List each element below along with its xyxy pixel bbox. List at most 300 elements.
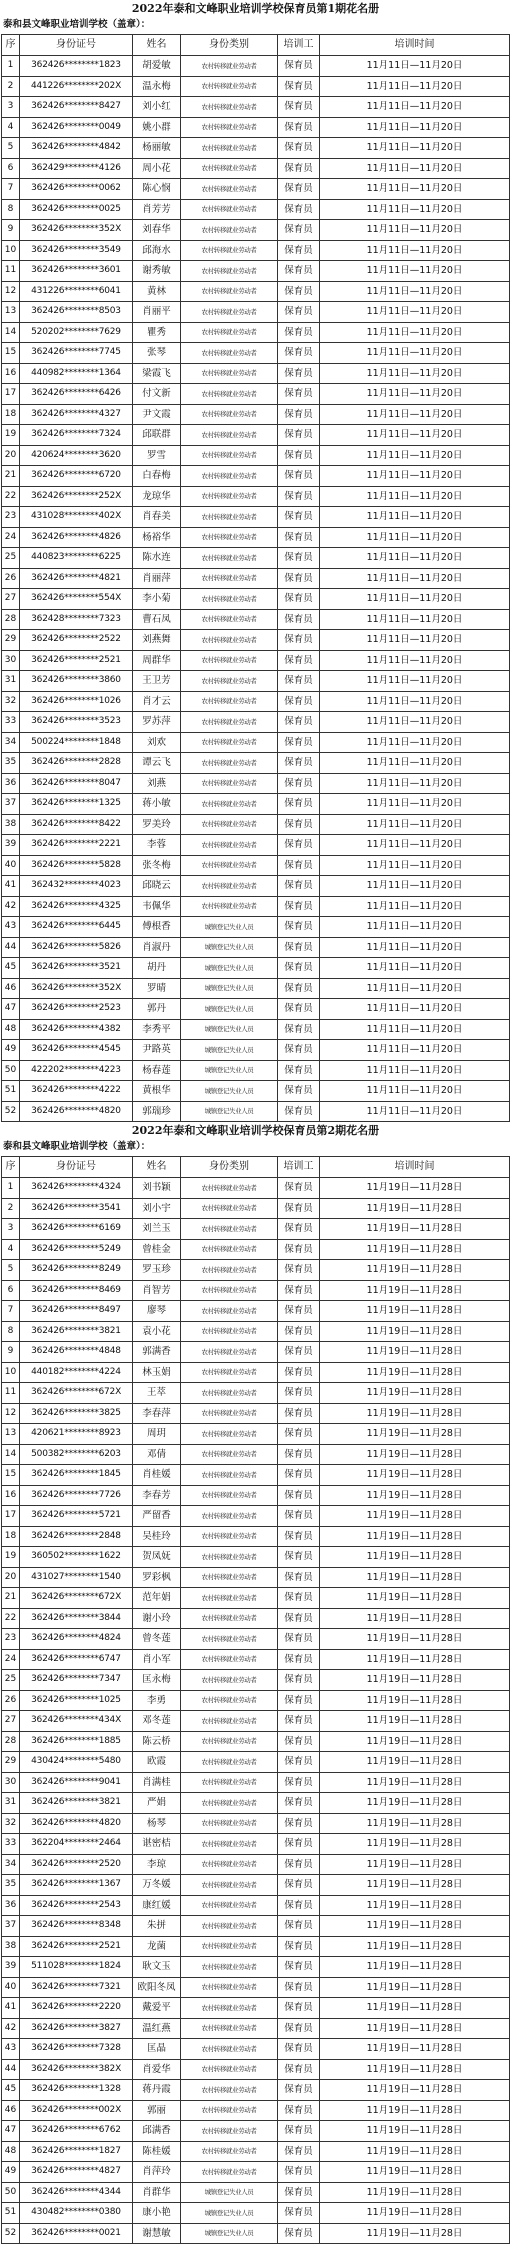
cell-id-number: 362426********1026: [20, 691, 133, 712]
cell-name: 龙菌: [133, 1936, 181, 1957]
cell-training-time: 11月19日—11月28日: [320, 1178, 510, 1199]
cell-id-number: 362426********1845: [20, 1465, 133, 1486]
school-stamp-line-batch-2: 泰和县文峰职业培训学校（盖章）：: [3, 1141, 151, 1152]
cell-name: 邱晓云: [133, 876, 181, 897]
cell-name: 郭丹: [133, 999, 181, 1020]
cell-job: 保育员: [278, 1998, 320, 2019]
table-row: [2, 425, 510, 446]
cell-job: 保育员: [278, 1854, 320, 1875]
cell-id-number: 500224********1848: [20, 732, 133, 753]
cell-category: 农村转移就业劳动者: [181, 158, 278, 179]
cell-seq: 15: [2, 343, 20, 364]
cell-training-time: 11月19日—11月28日: [320, 2080, 510, 2101]
table-row: [2, 2203, 510, 2224]
cell-seq: 38: [2, 814, 20, 835]
cell-category: 农村转移就业劳动者: [181, 466, 278, 487]
cell-training-time: 11月19日—11月28日: [320, 1813, 510, 1834]
cell-seq: 37: [2, 1916, 20, 1937]
cell-category: 农村转移就业劳动者: [181, 2162, 278, 2183]
cell-category: 农村转移就业劳动者: [181, 650, 278, 671]
table-row: [2, 712, 510, 733]
cell-seq: 1: [2, 56, 20, 77]
cell-training-time: 11月11日—11月20日: [320, 630, 510, 651]
cell-name: 邱满香: [133, 2121, 181, 2142]
cell-job: 保育员: [278, 1321, 320, 1342]
cell-training-time: 11月19日—11月28日: [320, 1854, 510, 1875]
table-row: [2, 794, 510, 815]
cell-seq: 25: [2, 548, 20, 569]
cell-training-time: 11月19日—11月28日: [320, 1260, 510, 1281]
cell-name: 肖才云: [133, 691, 181, 712]
cell-seq: 48: [2, 2141, 20, 2162]
cell-id-number: 362426********5249: [20, 1239, 133, 1260]
cell-category: 农村转移就业劳动者: [181, 589, 278, 610]
table-row: [2, 466, 510, 487]
cell-training-time: 11月19日—11月28日: [320, 2223, 510, 2244]
cell-seq: 8: [2, 199, 20, 220]
cell-training-time: 11月19日—11月28日: [320, 1670, 510, 1691]
cell-category: 农村转移就业劳动者: [181, 691, 278, 712]
cell-category: 农村转移就业劳动者: [181, 527, 278, 548]
table-row: [2, 1040, 510, 1061]
cell-category: 农村转移就业劳动者: [181, 1670, 278, 1691]
cell-training-time: 11月19日—11月28日: [320, 1239, 510, 1260]
cell-name: 耿文玉: [133, 1957, 181, 1978]
cell-id-number: 362426********672X: [20, 1588, 133, 1609]
cell-category: 城镇登记失业人员: [181, 917, 278, 938]
table-row: [2, 1772, 510, 1793]
cell-job: 保育员: [278, 322, 320, 343]
cell-name: 刘书颖: [133, 1178, 181, 1199]
cell-id-number: 362426********3827: [20, 2018, 133, 2039]
cell-job: 保育员: [278, 2162, 320, 2183]
cell-id-number: 362426********5828: [20, 855, 133, 876]
cell-seq: 38: [2, 1936, 20, 1957]
table-row: [2, 76, 510, 97]
cell-training-time: 11月19日—11月28日: [320, 1342, 510, 1363]
cell-job: 保育员: [278, 1280, 320, 1301]
cell-job: 保育员: [278, 1608, 320, 1629]
header-job: 培训工: [278, 1157, 320, 1178]
cell-id-number: 500382********6203: [20, 1444, 133, 1465]
cell-name: 罗玉珍: [133, 1260, 181, 1281]
cell-category: 农村转移就业劳动者: [181, 1629, 278, 1650]
cell-training-time: 11月11日—11月20日: [320, 876, 510, 897]
cell-category: 农村转移就业劳动者: [181, 732, 278, 753]
header-id: 身份证号: [20, 1157, 133, 1178]
cell-job: 保育员: [278, 1957, 320, 1978]
cell-category: 农村转移就业劳动者: [181, 281, 278, 302]
cell-name: 刘春华: [133, 220, 181, 241]
cell-id-number: 511028********1824: [20, 1957, 133, 1978]
cell-training-time: 11月11日—11月20日: [320, 343, 510, 364]
cell-job: 保育员: [278, 363, 320, 384]
cell-training-time: 11月11日—11月20日: [320, 671, 510, 692]
cell-job: 保育员: [278, 1731, 320, 1752]
cell-id-number: 362426********6169: [20, 1219, 133, 1240]
cell-name: 贺凤妩: [133, 1547, 181, 1568]
cell-category: 农村转移就业劳动者: [181, 1239, 278, 1260]
cell-seq: 49: [2, 1040, 20, 1061]
cell-training-time: 11月19日—11月28日: [320, 1383, 510, 1404]
cell-category: 农村转移就业劳动者: [181, 1219, 278, 1240]
cell-job: 保育员: [278, 1383, 320, 1404]
cell-seq: 5: [2, 138, 20, 159]
cell-seq: 40: [2, 855, 20, 876]
table-row: [2, 1649, 510, 1670]
cell-id-number: 362426********8469: [20, 1280, 133, 1301]
cell-category: 城镇登记失业人员: [181, 999, 278, 1020]
cell-seq: 2: [2, 1198, 20, 1219]
cell-job: 保育员: [278, 1629, 320, 1650]
cell-category: 农村转移就业劳动者: [181, 363, 278, 384]
cell-name: 蒋丹霞: [133, 2080, 181, 2101]
cell-training-time: 11月11日—11月20日: [320, 896, 510, 917]
cell-category: 农村转移就业劳动者: [181, 548, 278, 569]
table-header-row: [2, 35, 510, 56]
cell-training-time: 11月19日—11月28日: [320, 1588, 510, 1609]
cell-seq: 39: [2, 835, 20, 856]
header-seq: 序: [2, 1157, 20, 1178]
cell-id-number: 362204********2464: [20, 1834, 133, 1855]
cell-name: 肖丽平: [133, 302, 181, 323]
table-row: [2, 691, 510, 712]
cell-name: 瞿秀: [133, 322, 181, 343]
cell-name: 范年娟: [133, 1588, 181, 1609]
cell-id-number: 362426********0025: [20, 199, 133, 220]
cell-job: 保育员: [278, 712, 320, 733]
cell-training-time: 11月11日—11月20日: [320, 76, 510, 97]
cell-id-number: 362428********7323: [20, 609, 133, 630]
cell-seq: 20: [2, 445, 20, 466]
cell-job: 保育员: [278, 753, 320, 774]
table-row: [2, 671, 510, 692]
cell-id-number: 440182********4224: [20, 1362, 133, 1383]
cell-name: 严留香: [133, 1506, 181, 1527]
cell-training-time: 11月19日—11月28日: [320, 1977, 510, 1998]
cell-id-number: 362426********3821: [20, 1321, 133, 1342]
table-row: [2, 1506, 510, 1527]
cell-name: 肖群华: [133, 2182, 181, 2203]
table-row: [2, 1526, 510, 1547]
cell-name: 李琼: [133, 1854, 181, 1875]
cell-job: 保育员: [278, 958, 320, 979]
table-row: [2, 527, 510, 548]
cell-job: 保育员: [278, 1219, 320, 1240]
cell-name: 罗苏萍: [133, 712, 181, 733]
table-row: [2, 2018, 510, 2039]
cell-seq: 51: [2, 2203, 20, 2224]
cell-id-number: 362426********352X: [20, 978, 133, 999]
cell-name: 韦佩华: [133, 896, 181, 917]
table-row: [2, 2121, 510, 2142]
cell-id-number: 362426********2221: [20, 835, 133, 856]
cell-id-number: 362426********4820: [20, 1813, 133, 1834]
cell-seq: 6: [2, 158, 20, 179]
cell-id-number: 362426********3523: [20, 712, 133, 733]
cell-seq: 42: [2, 896, 20, 917]
cell-training-time: 11月19日—11月28日: [320, 1219, 510, 1240]
table-row: [2, 158, 510, 179]
cell-seq: 21: [2, 466, 20, 487]
table-row: [2, 1383, 510, 1404]
table-row: [2, 507, 510, 528]
cell-training-time: 11月19日—11月28日: [320, 1731, 510, 1752]
table-row: [2, 1060, 510, 1081]
cell-job: 保育员: [278, 2121, 320, 2142]
table-row: [2, 2162, 510, 2183]
cell-id-number: 362426********4344: [20, 2182, 133, 2203]
cell-seq: 24: [2, 527, 20, 548]
cell-job: 保育员: [278, 1526, 320, 1547]
cell-seq: 27: [2, 589, 20, 610]
cell-id-number: 362426********1885: [20, 1731, 133, 1752]
cell-name: 李秀平: [133, 1019, 181, 1040]
cell-seq: 11: [2, 1383, 20, 1404]
cell-job: 保育员: [278, 1588, 320, 1609]
cell-training-time: 11月11日—11月20日: [320, 917, 510, 938]
cell-name: 肖爱华: [133, 2059, 181, 2080]
table-row: [2, 650, 510, 671]
cell-seq: 12: [2, 1403, 20, 1424]
cell-category: 农村转移就业劳动者: [181, 445, 278, 466]
cell-category: 农村转移就业劳动者: [181, 384, 278, 405]
cell-id-number: 362426********3601: [20, 261, 133, 282]
cell-category: 农村转移就业劳动者: [181, 814, 278, 835]
cell-id-number: 362426********4826: [20, 527, 133, 548]
cell-category: 农村转移就业劳动者: [181, 1875, 278, 1896]
cell-seq: 45: [2, 958, 20, 979]
cell-name: 刘燕: [133, 773, 181, 794]
cell-id-number: 362426********7347: [20, 1670, 133, 1691]
table-header-row: [2, 1157, 510, 1178]
cell-category: 农村转移就业劳动者: [181, 507, 278, 528]
cell-id-number: 431226********6041: [20, 281, 133, 302]
cell-category: 农村转移就业劳动者: [181, 1444, 278, 1465]
cell-training-time: 11月11日—11月20日: [320, 712, 510, 733]
cell-category: 农村转移就业劳动者: [181, 97, 278, 118]
cell-training-time: 11月11日—11月20日: [320, 425, 510, 446]
cell-category: 农村转移就业劳动者: [181, 1957, 278, 1978]
cell-category: 农村转移就业劳动者: [181, 56, 278, 77]
cell-category: 农村转移就业劳动者: [181, 1178, 278, 1199]
cell-id-number: 362429********4126: [20, 158, 133, 179]
cell-id-number: 362426********8503: [20, 302, 133, 323]
cell-name: 肖满桂: [133, 1772, 181, 1793]
cell-seq: 42: [2, 2018, 20, 2039]
cell-id-number: 362426********4327: [20, 404, 133, 425]
cell-category: 农村转移就业劳动者: [181, 630, 278, 651]
cell-job: 保育员: [278, 2141, 320, 2162]
cell-category: 农村转移就业劳动者: [181, 220, 278, 241]
cell-job: 保育员: [278, 999, 320, 1020]
table-row: [2, 1465, 510, 1486]
cell-seq: 37: [2, 794, 20, 815]
cell-training-time: 11月11日—11月20日: [320, 363, 510, 384]
cell-name: 温红燕: [133, 2018, 181, 2039]
cell-training-time: 11月11日—11月20日: [320, 855, 510, 876]
header-name: 姓名: [133, 35, 181, 56]
table-row: [2, 1711, 510, 1732]
table-row: [2, 917, 510, 938]
table-row: [2, 486, 510, 507]
cell-id-number: 362426********4824: [20, 1629, 133, 1650]
cell-id-number: 362426********6445: [20, 917, 133, 938]
cell-training-time: 11月11日—11月20日: [320, 404, 510, 425]
cell-category: 农村转移就业劳动者: [181, 1690, 278, 1711]
cell-job: 保育员: [278, 486, 320, 507]
cell-training-time: 11月11日—11月20日: [320, 1081, 510, 1102]
cell-training-time: 11月11日—11月20日: [320, 281, 510, 302]
cell-id-number: 430482********0380: [20, 2203, 133, 2224]
cell-job: 保育员: [278, 1342, 320, 1363]
cell-id-number: 362426********1367: [20, 1875, 133, 1896]
cell-id-number: 362426********554X: [20, 589, 133, 610]
cell-job: 保育员: [278, 1649, 320, 1670]
cell-seq: 3: [2, 1219, 20, 1240]
cell-seq: 9: [2, 220, 20, 241]
roster-table-batch-2: [1, 1156, 510, 2244]
cell-category: 农村转移就业劳动者: [181, 1567, 278, 1588]
table-row: [2, 445, 510, 466]
cell-name: 李蓉: [133, 835, 181, 856]
cell-training-time: 11月11日—11月20日: [320, 179, 510, 200]
cell-training-time: 11月19日—11月28日: [320, 2141, 510, 2162]
table-row: [2, 1957, 510, 1978]
cell-seq: 7: [2, 179, 20, 200]
cell-training-time: 11月19日—11月28日: [320, 1403, 510, 1424]
table-row: [2, 1854, 510, 1875]
cell-training-time: 11月19日—11月28日: [320, 2059, 510, 2080]
cell-category: 农村转移就业劳动者: [181, 2039, 278, 2060]
header-seq: 序: [2, 35, 20, 56]
cell-id-number: 362426********6762: [20, 2121, 133, 2142]
cell-seq: 25: [2, 1670, 20, 1691]
cell-name: 陈云桥: [133, 1731, 181, 1752]
cell-job: 保育员: [278, 1178, 320, 1199]
table-row: [2, 1424, 510, 1445]
cell-category: 农村转移就业劳动者: [181, 76, 278, 97]
cell-id-number: 362426********8249: [20, 1260, 133, 1281]
cell-job: 保育员: [278, 1239, 320, 1260]
cell-job: 保育员: [278, 1813, 320, 1834]
cell-name: 刘小红: [133, 97, 181, 118]
cell-name: 胡丹: [133, 958, 181, 979]
table-row: [2, 97, 510, 118]
cell-name: 杨丽敏: [133, 138, 181, 159]
cell-job: 保育员: [278, 2223, 320, 2244]
table-row: [2, 2080, 510, 2101]
cell-training-time: 11月19日—11月28日: [320, 1465, 510, 1486]
cell-name: 王卫芳: [133, 671, 181, 692]
table-row: [2, 1813, 510, 1834]
table-row: [2, 1629, 510, 1650]
cell-id-number: 362432********4023: [20, 876, 133, 897]
table-row: [2, 548, 510, 569]
cell-id-number: 430424********5480: [20, 1752, 133, 1773]
table-row: [2, 2039, 510, 2060]
cell-id-number: 362426********0049: [20, 117, 133, 138]
cell-seq: 4: [2, 117, 20, 138]
cell-job: 保育员: [278, 384, 320, 405]
cell-job: 保育员: [278, 1362, 320, 1383]
cell-id-number: 362426********7745: [20, 343, 133, 364]
cell-category: 农村转移就业劳动者: [181, 1403, 278, 1424]
cell-category: 农村转移就业劳动者: [181, 568, 278, 589]
cell-job: 保育员: [278, 1260, 320, 1281]
cell-job: 保育员: [278, 1081, 320, 1102]
cell-job: 保育员: [278, 732, 320, 753]
table-row: [2, 1998, 510, 2019]
cell-name: 肖小军: [133, 1649, 181, 1670]
cell-seq: 52: [2, 2223, 20, 2244]
cell-id-number: 362426********7726: [20, 1485, 133, 1506]
cell-category: 农村转移就业劳动者: [181, 712, 278, 733]
cell-name: 杨裕华: [133, 527, 181, 548]
cell-category: 城镇登记失业人员: [181, 1060, 278, 1081]
cell-id-number: 362426********8497: [20, 1301, 133, 1322]
cell-training-time: 11月19日—11月28日: [320, 2182, 510, 2203]
cell-job: 保育员: [278, 835, 320, 856]
cell-id-number: 362426********4820: [20, 1101, 133, 1122]
cell-training-time: 11月11日—11月20日: [320, 753, 510, 774]
cell-training-time: 11月19日—11月28日: [320, 1875, 510, 1896]
cell-category: 农村转移就业劳动者: [181, 876, 278, 897]
cell-name: 刘欢: [133, 732, 181, 753]
cell-name: 康红媛: [133, 1895, 181, 1916]
cell-training-time: 11月19日—11月28日: [320, 1198, 510, 1219]
cell-name: 郭瑞珍: [133, 1101, 181, 1122]
cell-job: 保育员: [278, 507, 320, 528]
cell-training-time: 11月19日—11月28日: [320, 1280, 510, 1301]
cell-name: 周小花: [133, 158, 181, 179]
cell-seq: 16: [2, 1485, 20, 1506]
cell-job: 保育员: [278, 281, 320, 302]
cell-category: 农村转移就业劳动者: [181, 609, 278, 630]
cell-id-number: 362426********4821: [20, 568, 133, 589]
cell-name: 罗雪: [133, 445, 181, 466]
cell-training-time: 11月11日—11月20日: [320, 794, 510, 815]
cell-name: 姚小群: [133, 117, 181, 138]
cell-id-number: 362426********6426: [20, 384, 133, 405]
table-row: [2, 876, 510, 897]
cell-name: 戴爱平: [133, 1998, 181, 2019]
cell-name: 刘兰玉: [133, 1219, 181, 1240]
cell-name: 吴桂玲: [133, 1526, 181, 1547]
cell-name: 欧霞: [133, 1752, 181, 1773]
cell-id-number: 362426********2220: [20, 1998, 133, 2019]
cell-name: 谌密桔: [133, 1834, 181, 1855]
table-row: [2, 1793, 510, 1814]
table-row: [2, 363, 510, 384]
cell-id-number: 362426********434X: [20, 1711, 133, 1732]
table-row: [2, 1834, 510, 1855]
table-row: [2, 1936, 510, 1957]
table-row: [2, 1321, 510, 1342]
cell-seq: 12: [2, 281, 20, 302]
cell-job: 保育员: [278, 2100, 320, 2121]
cell-id-number: 362426********4848: [20, 1342, 133, 1363]
cell-category: 城镇登记失业人员: [181, 2223, 278, 2244]
cell-id-number: 362426********7324: [20, 425, 133, 446]
cell-job: 保育员: [278, 937, 320, 958]
cell-id-number: 362426********7321: [20, 1977, 133, 1998]
cell-id-number: 362426********8427: [20, 97, 133, 118]
cell-training-time: 11月19日—11月28日: [320, 2039, 510, 2060]
cell-training-time: 11月19日—11月28日: [320, 1998, 510, 2019]
cell-seq: 36: [2, 1895, 20, 1916]
cell-training-time: 11月19日—11月28日: [320, 1772, 510, 1793]
